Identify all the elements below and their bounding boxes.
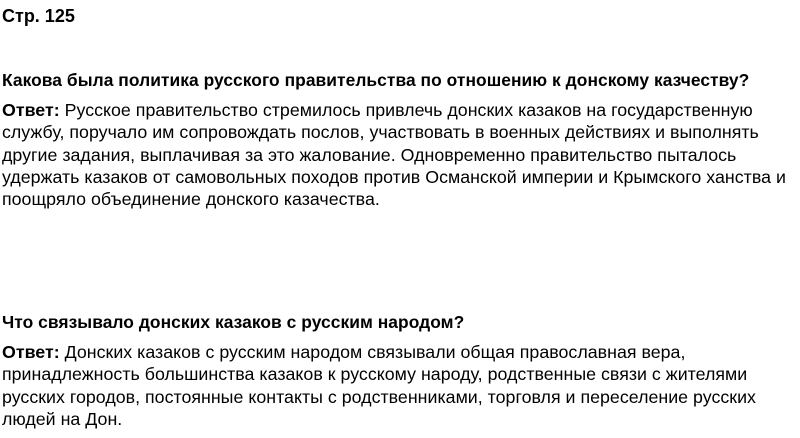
answer-label-1: Ответ:	[2, 100, 60, 120]
answer-1	[2, 99, 798, 210]
answer-label-2: Ответ:	[2, 342, 60, 362]
page-number: Стр. 125	[2, 6, 75, 26]
question-1: Какова была политика русского правительства по отношению к донскому казчеству?	[2, 70, 750, 90]
answer-text-1: Русское правительство стремилось привлечь донских казаков на государственную службу, поручало им сопровождать послов, участвовать в военных действиях и выполнять другие задания, выплачивая за это жалование. Одновременно правительство пыталось удержать казаков от самовольных походов против Османской империи и Крымского ханства и поощряло объединение донского казачества.	[2, 100, 786, 210]
question-2: Что связывало донских казаков с русским народом?	[2, 312, 465, 332]
qa-block-2	[2, 311, 798, 430]
answer-2	[2, 341, 798, 430]
qa-block-1	[2, 69, 798, 210]
answer-text-2: Донских казаков с русским народом связывали общая православная вера, принадлежность большинства казаков к русскому народу, родственные связи с жителями русских городов, постоянные контакты с родственниками, торговля и переселение русских людей на Дон.	[2, 342, 756, 429]
